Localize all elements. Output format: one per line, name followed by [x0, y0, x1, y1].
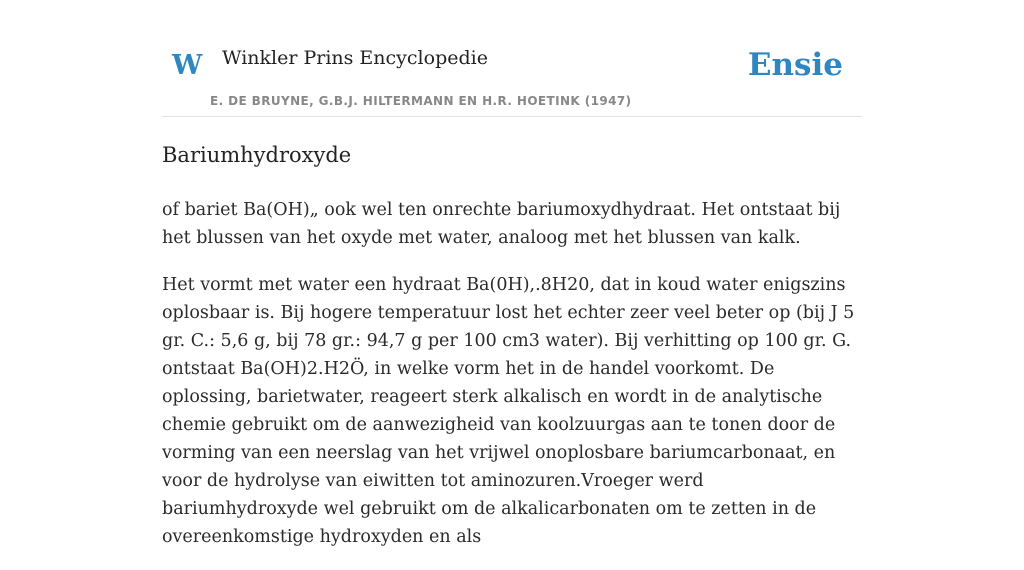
winkler-prins-logo-icon[interactable]: W — [172, 50, 203, 81]
article-title: Bariumhydroxyde — [162, 143, 352, 167]
article-paragraph: of bariet Ba(OH)„ ook wel ten onrechte bariumoxydhydraat. Het ontstaat bij het blussen van het oxyde met water, analoog met het blussen van kalk. — [162, 200, 841, 248]
article — [162, 139, 862, 570]
source-header — [162, 0, 862, 117]
article-paragraph: Het vormt met water een hydraat Ba(0H),.8H20, dat in koud water enigszins oplosbaar is. Bij hogere temperatuur lost het echter zeer veel beter op (bij J 5 gr. C.: 5,6 g, bij 78 gr.: 94,7 g per 100 cm3 water). Bij verhitting op 100 gr. G. ontstaat Ba(OH)2.H2Ö, in welke vorm het in de handel voorkomt. De oplossing, barietwater, reageert sterk alkalisch en wordt in de analytische chemie gebruikt om de aanwezigheid van koolzuurgas aan te tonen door de vorming van een neerslag van het vrijwel onoplosbare bariumcarbonaat, en voor de hydrolyse van eiwitten tot aminozuren.Vroeger werd bariumhydroxyde wel gebruikt om de alkalicarbonaten om te zetten in de overeenkomstige hydroxyden en als — [162, 275, 855, 547]
ensie-logo[interactable]: Ensie — [747, 47, 843, 83]
source-authors: E. DE BRUYNE, G.B.J. HILTERMANN EN H.R. HOETINK (1947) — [210, 94, 632, 108]
source-title[interactable]: Winkler Prins Encyclopedie — [222, 47, 488, 69]
